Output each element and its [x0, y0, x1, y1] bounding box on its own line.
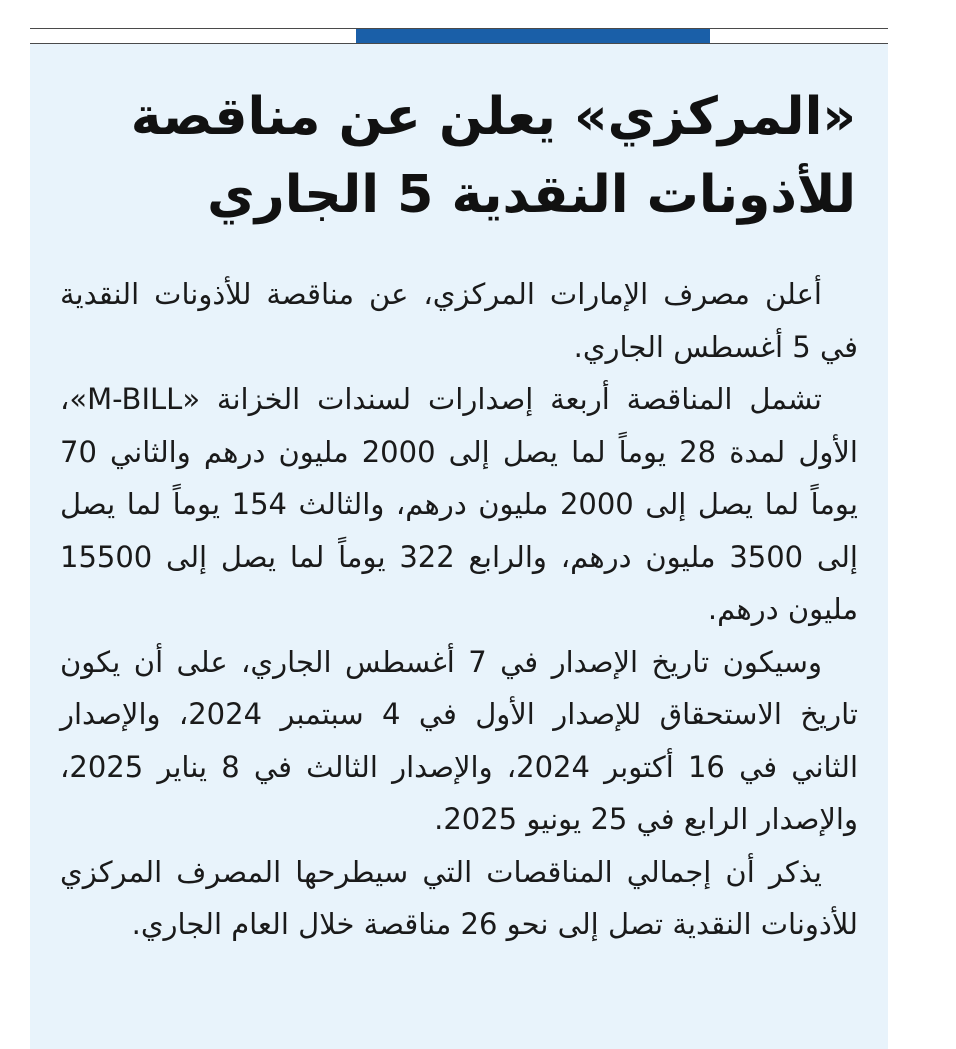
paragraph-issues: تشمل المناقصة أربعة إصدارات لسندات الخزانة «M-BILL»، الأول لمدة 28 يوماً لما يصل إلى 2000 مليون درهم والثاني 70 يوماً لما يصل إلى 2000 مليون درهم، والثالث 154 يوماً لما يصل إلى 3500 مليون درهم، والرابع 322 يوماً لما يصل إلى 15500 مليون درهم. [60, 382, 858, 626]
paragraph-total: يذكر أن إجمالي المناقصات التي سيطرحها المصرف المركزي للأذونات النقدية تصل إلى نحو 26 مناقصة خلال العام الجاري. [60, 854, 858, 941]
headline-line-2: للأذونات النقدية 5 الجاري [207, 165, 856, 225]
article-body [60, 268, 858, 951]
paragraph-announcement: أعلن مصرف الإمارات المركزي، عن مناقصة للأذونات النقدية في 5 أغسطس الجاري. [60, 277, 858, 364]
headline [130, 78, 856, 234]
accent-bar [356, 29, 710, 43]
headline-line-1: «المركزي» يعلن عن مناقصة [130, 87, 856, 147]
paragraph-dates: وسيكون تاريخ الإصدار في 7 أغسطس الجاري، على أن يكون تاريخ الاستحقاق للإصدار الأول في 4 سبتمبر 2024، والإصدار الثاني في 16 أكتوبر 2024، والإصدار الثالث في 8 يناير 2025، والإصدار الرابع في 25 يونيو 2025. [60, 644, 858, 836]
